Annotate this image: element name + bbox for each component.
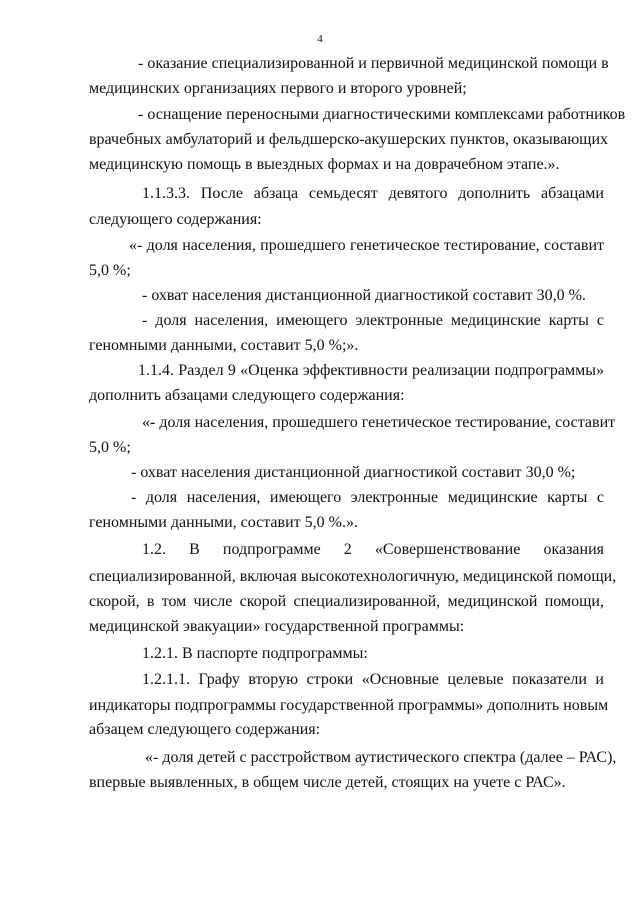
text-line: «- доля детей с расстройством аутистического спектра (далее – РАС), [145, 749, 617, 766]
text-line: - охват населения дистанционной диагностикой составит 30,0 %. [142, 287, 586, 304]
text-line: 1.2. В подпрограмме 2 «Совершенствование оказания [142, 541, 604, 558]
text-line: 1.1.3.3. После абзаца семьдесят девятого дополнить абзацами [142, 185, 604, 202]
text-line: следующего содержания: [89, 211, 262, 228]
text-line: - доля населения, имеющего электронные медицинские карты с [131, 489, 604, 506]
text-line: - оснащение переносными диагностическими комплексами работников [138, 106, 626, 123]
text-line: «- доля населения, прошедшего генетическое тестирование, составит [129, 237, 604, 254]
text-line: - охват населения дистанционной диагностикой составит 30,0 %; [131, 464, 576, 481]
text-line: геномными данными, составит 5,0 %;». [89, 337, 359, 354]
text-line: «- доля населения, прошедшего генетическое тестирование, составит [142, 414, 616, 431]
text-line: геномными данными, составит 5,0 %.». [89, 514, 358, 531]
text-line: впервые выявленных, в общем числе детей, стоящих на учете с РАС». [89, 774, 566, 791]
text-line: 1.1.4. Раздел 9 «Оценка эффективности реализации подпрограммы» [138, 362, 604, 379]
text-line: дополнить абзацами следующего содержания: [89, 387, 405, 404]
text-line: медицинских организациях первого и второго уровней; [89, 80, 467, 97]
text-line: абзацем следующего содержания: [89, 721, 321, 738]
text-line: скорой, в том числе скорой специализированной, медицинской помощи, [89, 593, 604, 610]
text-line: медицинской эвакуации» государственной программы: [89, 618, 465, 635]
text-line: 5,0 %; [89, 439, 131, 456]
text-line: - доля населения, имеющего электронные медицинские карты с [142, 312, 604, 329]
text-line: индикаторы подпрограммы государственной программы» дополнить новым [89, 697, 609, 714]
text-line: врачебных амбулаторий и фельдшерско-акушерских пунктов, оказывающих [89, 131, 609, 148]
text-line: медицинскую помощь в выездных формах и на доврачебном этапе.». [89, 156, 560, 173]
text-line: - оказание специализированной и первичной медицинской помощи в [138, 55, 609, 72]
text-line: 1.2.1. В паспорте подпрограммы: [142, 645, 368, 662]
text-line: 5,0 %; [89, 262, 131, 279]
text-line: специализированной, включая высокотехнологичную, медицинской помощи, [89, 568, 617, 585]
text-line: 1.2.1.1. Графу вторую строки «Основные целевые показатели и [142, 671, 604, 688]
page-number: 4 [317, 33, 323, 45]
